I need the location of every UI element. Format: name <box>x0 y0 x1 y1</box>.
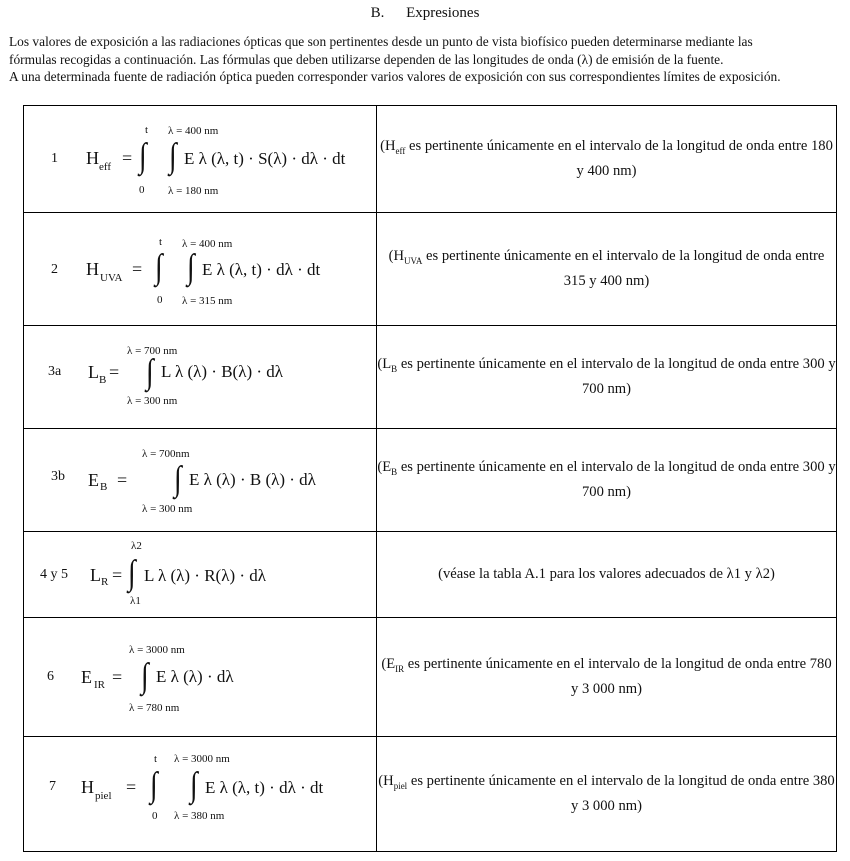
equals-sign: = <box>132 259 143 279</box>
formula-cell <box>24 213 377 326</box>
integral-sign-lambda: ∫ <box>190 766 198 805</box>
note-symbol: E <box>382 458 392 475</box>
formula-symbol: L <box>88 362 99 382</box>
integral-sign-lambda: ∫ <box>187 248 195 287</box>
note-open: ( <box>380 137 385 154</box>
time-lower-limit: 0 <box>139 184 145 196</box>
formula-number: 3a <box>48 364 62 379</box>
note-text: es pertinente únicamente en el intervalo de la longitud de onda entre 180 y 400 nm) <box>405 137 833 180</box>
intro-line: A una determinada fuente de radiación óptica pueden corresponder varios valores de exposición con sus correspondientes límites de exposición. <box>9 69 781 84</box>
formula-2 <box>24 213 376 325</box>
note-text: es pertinente únicamente en el intervalo de la longitud de onda entre 315 y 400 nm) <box>422 247 825 290</box>
formula-number: 6 <box>47 669 54 684</box>
lambda-lower-limit: λ = 300 nm <box>142 503 193 515</box>
note-open: ( <box>377 355 383 372</box>
note-open: ( <box>388 247 394 264</box>
lambda-lower-limit: λ = 380 nm <box>174 810 225 822</box>
lambda-lower-limit: λ = 780 nm <box>129 702 180 714</box>
formula-symbol: E <box>88 470 99 490</box>
lambda-upper-limit: λ2 <box>131 540 142 552</box>
note-symbol: H <box>384 137 396 154</box>
formula-cell <box>24 618 377 737</box>
formula-symbol: H <box>86 148 99 168</box>
note-text: (véase la tabla A.1 para los valores adecuados de λ1 y λ2) <box>438 566 775 582</box>
integral-sign-lambda: ∫ <box>174 460 182 499</box>
lambda-upper-limit: λ = 3000 nm <box>174 753 230 765</box>
formula-subscript: eff <box>99 161 112 173</box>
formula-subscript: B <box>99 374 107 386</box>
intro-paragraph <box>9 33 841 86</box>
integrand: E λ (λ) · B (λ) · dλ <box>189 470 316 489</box>
section-label: B. <box>370 5 385 21</box>
integrand: L λ (λ) · R(λ) · dλ <box>144 566 267 585</box>
note-cell <box>377 737 837 852</box>
formula-number: 2 <box>51 262 58 277</box>
integrand: E λ (λ, t) · dλ · dt <box>202 260 321 279</box>
time-lower-limit: 0 <box>157 294 163 306</box>
note-cell <box>377 618 837 737</box>
note-text: es pertinente únicamente en el intervalo de la longitud de onda entre 300 y 700 nm) <box>397 458 836 501</box>
formula-symbol: E <box>81 667 92 687</box>
formula-number: 4 y 5 <box>40 567 68 582</box>
note-open: ( <box>381 655 387 672</box>
lambda-lower-limit: λ1 <box>130 595 141 607</box>
time-upper-limit: t <box>159 236 163 248</box>
equals-sign: = <box>112 667 123 687</box>
note-open: ( <box>377 458 383 475</box>
note-symbol: L <box>382 355 392 372</box>
note-cell <box>377 326 837 429</box>
formula-number: 3b <box>51 469 65 484</box>
section-title: Expresiones <box>406 5 480 21</box>
note-symbol: H <box>383 772 394 789</box>
note-text: es pertinente únicamente en el intervalo de la longitud de onda entre 300 y 700 nm) <box>397 355 836 398</box>
table-row <box>24 429 837 532</box>
table-row <box>24 213 837 326</box>
note-subscript: piel <box>393 780 408 791</box>
formula-cell <box>24 737 377 852</box>
lambda-upper-limit: λ = 400 nm <box>168 125 219 137</box>
integral-sign-lambda: ∫ <box>141 657 149 696</box>
lambda-lower-limit: λ = 300 nm <box>127 395 178 407</box>
formula-4-5 <box>24 532 376 617</box>
table-row <box>24 106 837 213</box>
note-cell <box>377 106 837 213</box>
formula-number: 1 <box>51 151 58 166</box>
lambda-upper-limit: λ = 3000 nm <box>129 644 185 656</box>
table-row <box>24 737 837 852</box>
table-row <box>24 326 837 429</box>
note-subscript: UVA <box>404 255 423 266</box>
formula-number: 7 <box>49 779 56 794</box>
formula-1 <box>24 106 376 212</box>
time-upper-limit: t <box>154 753 158 765</box>
formula-3a <box>24 326 376 428</box>
formula-3b <box>24 429 376 531</box>
lambda-upper-limit: λ = 700nm <box>142 448 190 460</box>
formula-cell <box>24 326 377 429</box>
equals-sign: = <box>109 362 120 382</box>
formula-symbol: L <box>90 565 101 585</box>
note-open: ( <box>378 772 384 789</box>
lambda-lower-limit: λ = 315 nm <box>182 295 233 307</box>
integral-sign-lambda: ∫ <box>169 137 177 176</box>
formula-6 <box>24 618 376 736</box>
section-heading <box>0 5 850 22</box>
note-subscript: B <box>391 466 398 477</box>
table-row <box>24 532 837 618</box>
integrand: E λ (λ, t) · S(λ) · dλ · dt <box>184 149 346 168</box>
integrand: E λ (λ, t) · dλ · dt <box>205 778 324 797</box>
note-text: es pertinente únicamente en el intervalo de la longitud de onda entre 780 y 3 000 nm) <box>404 655 832 698</box>
note-symbol: E <box>386 655 396 672</box>
note-symbol: H <box>393 247 405 264</box>
note-text: es pertinente únicamente en el intervalo de la longitud de onda entre 380 y 3 000 nm) <box>407 772 835 815</box>
formula-subscript: IR <box>94 679 105 691</box>
lambda-lower-limit: λ = 180 nm <box>168 185 219 197</box>
table-row <box>24 618 837 737</box>
integral-sign-time: ∫ <box>139 137 147 176</box>
formula-cell <box>24 429 377 532</box>
formula-7 <box>24 737 376 851</box>
integrand: L λ (λ) · B(λ) · dλ <box>161 362 284 381</box>
formula-symbol: H <box>86 259 99 279</box>
intro-line: Los valores de exposición a las radiaciones ópticas que son pertinentes desde un punto de vista biofísico pueden determinarse mediante las <box>9 34 753 49</box>
time-lower-limit: 0 <box>152 810 158 822</box>
integral-sign-time: ∫ <box>150 766 158 805</box>
expressions-table <box>23 105 837 852</box>
intro-line: fórmulas recogidas a continuación. Las fórmulas que deben utilizarse dependen de las longitudes de onda (λ) de emisión de la fuente. <box>9 51 724 67</box>
formula-subscript: B <box>100 481 108 493</box>
formula-subscript: piel <box>95 790 112 802</box>
equals-sign: = <box>122 148 133 168</box>
formula-subscript: R <box>101 576 109 588</box>
integral-sign-lambda: ∫ <box>128 554 136 593</box>
note-cell <box>377 532 837 618</box>
note-subscript: B <box>391 363 398 374</box>
lambda-upper-limit: λ = 400 nm <box>182 238 233 250</box>
integrand: E λ (λ) · dλ <box>156 667 234 686</box>
note-subscript: eff <box>395 145 406 156</box>
formula-cell <box>24 532 377 618</box>
formula-cell <box>24 106 377 213</box>
equals-sign: = <box>117 470 128 490</box>
formula-symbol: H <box>81 777 94 797</box>
note-cell <box>377 429 837 532</box>
note-subscript: IR <box>395 663 405 674</box>
integral-sign-time: ∫ <box>155 248 163 287</box>
formula-subscript: UVA <box>100 272 123 284</box>
integral-sign-lambda: ∫ <box>146 353 154 392</box>
lambda-upper-limit: λ = 700 nm <box>127 345 178 357</box>
equals-sign: = <box>126 777 137 797</box>
time-upper-limit: t <box>145 124 149 136</box>
equals-sign: = <box>112 565 123 585</box>
note-cell <box>377 213 837 326</box>
